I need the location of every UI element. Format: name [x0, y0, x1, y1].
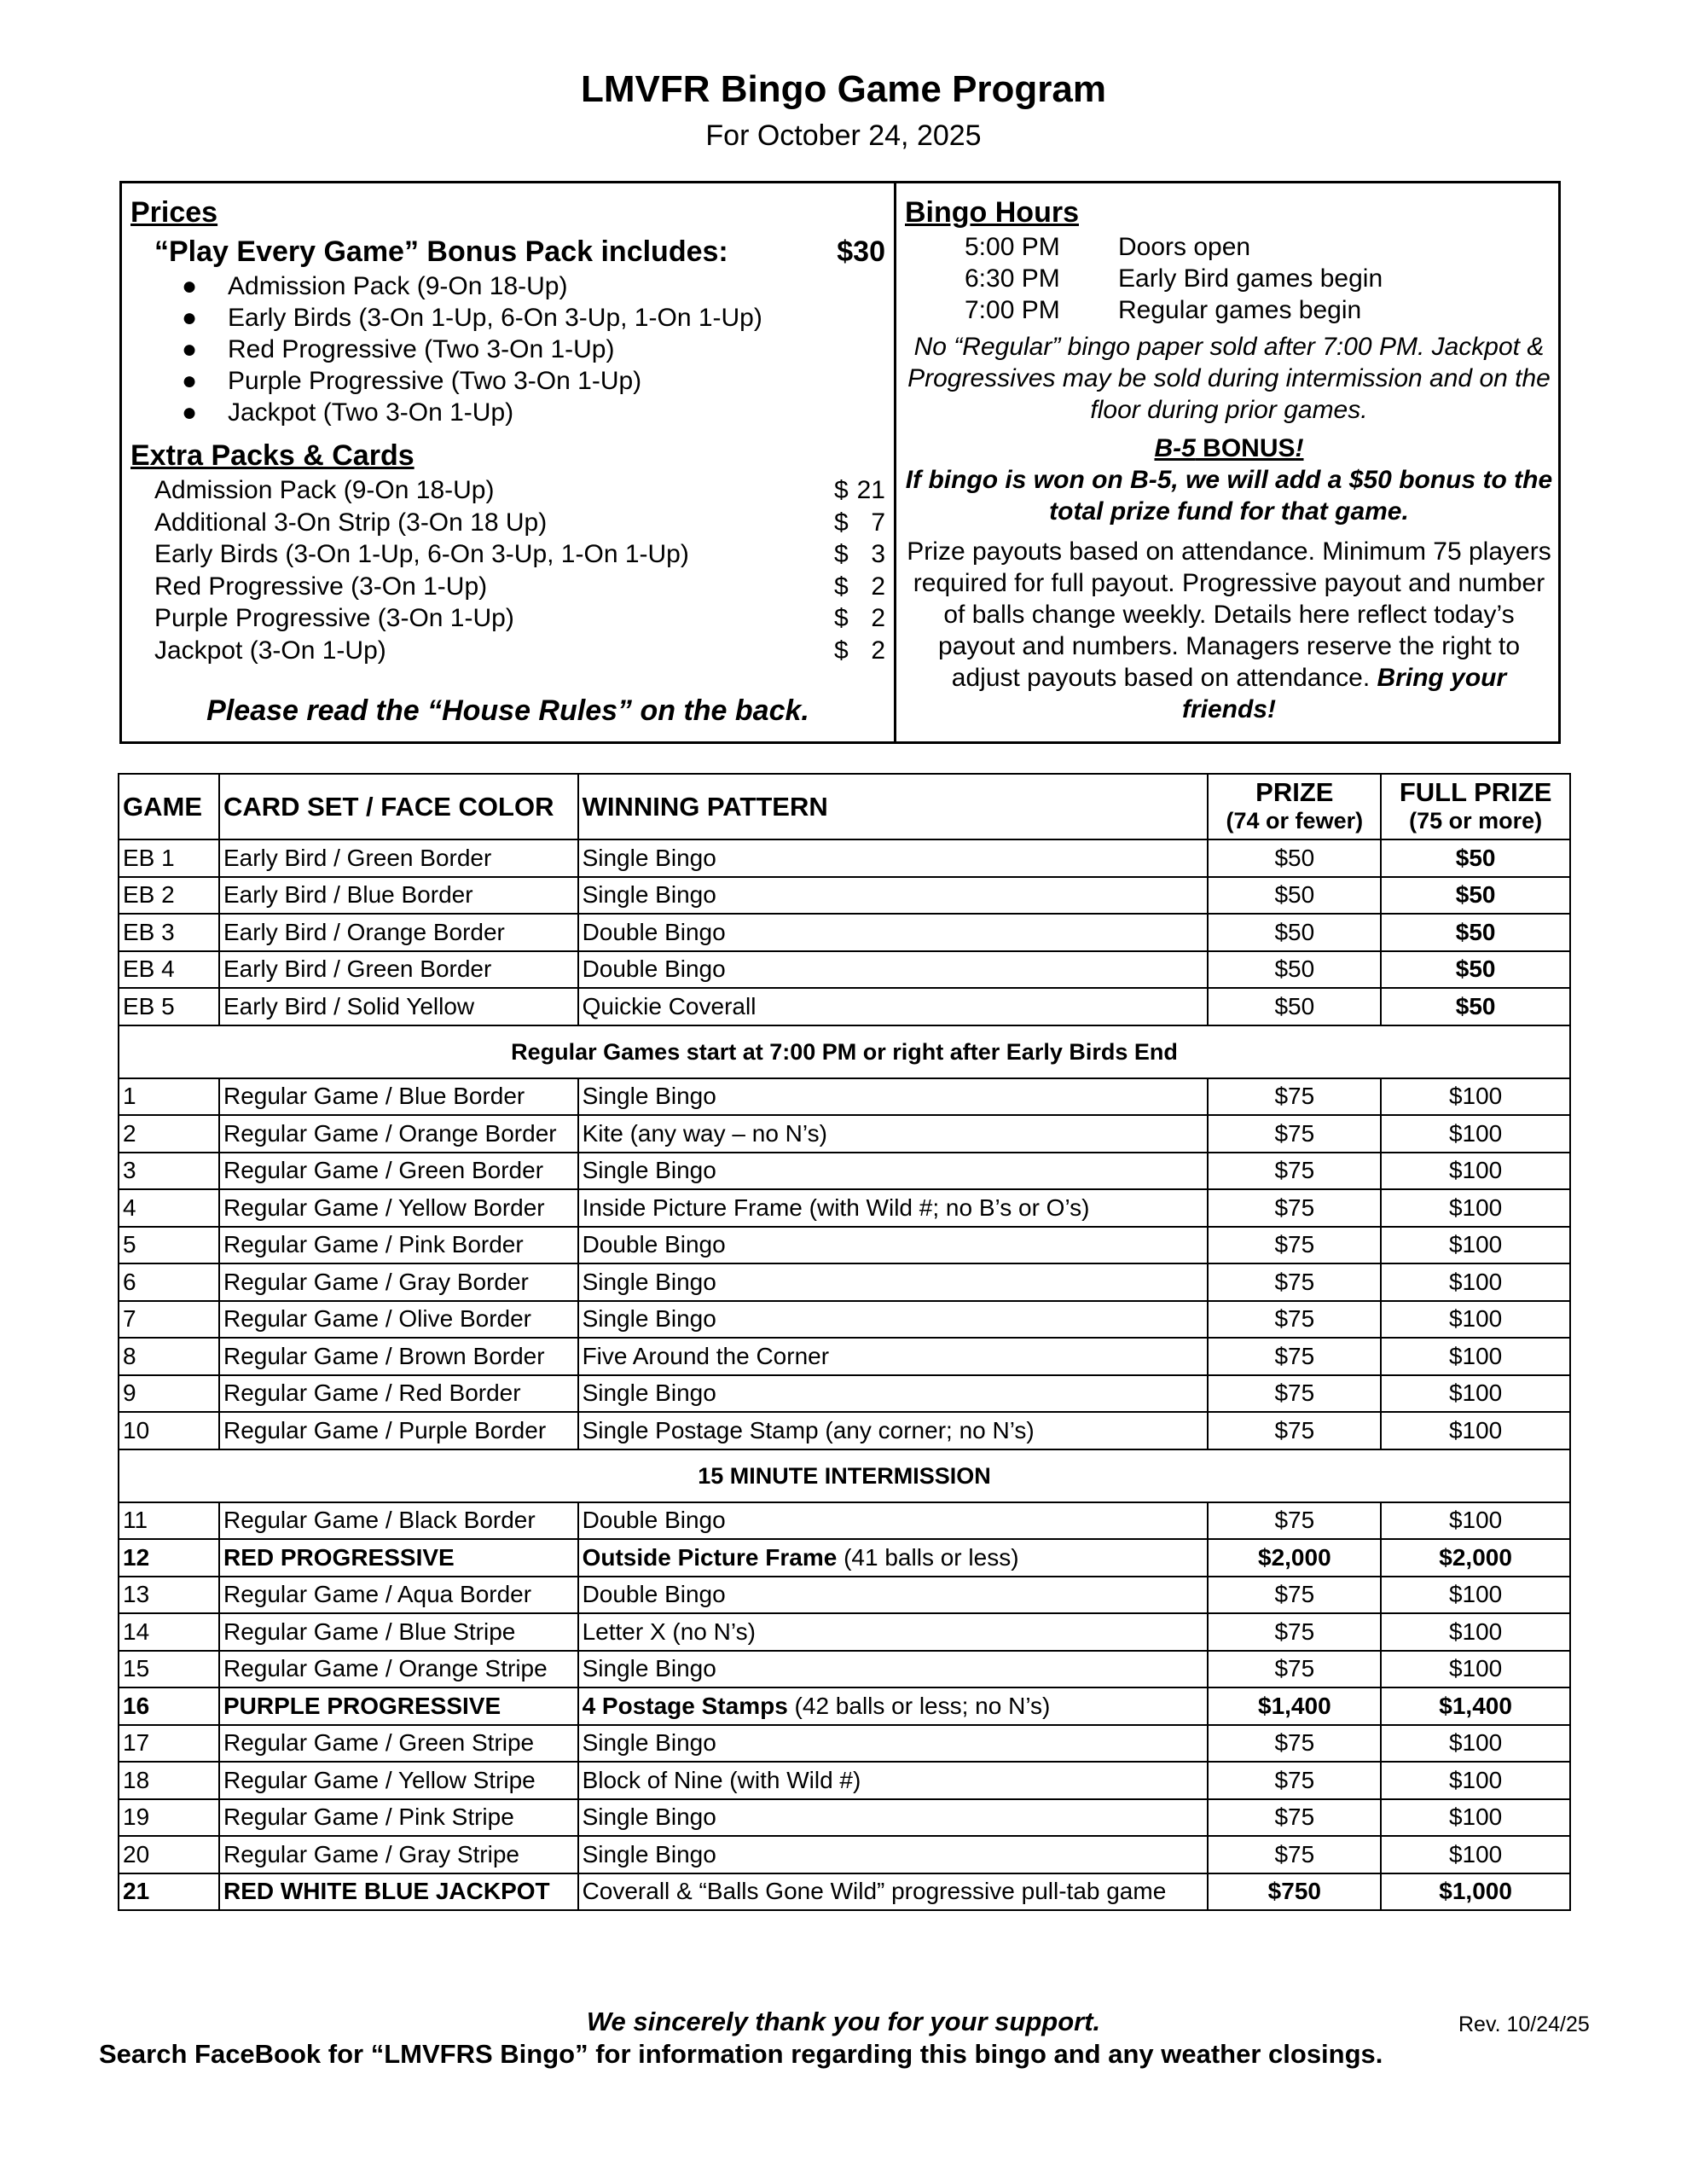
table-row	[119, 1338, 1570, 1375]
full-prize-value: $100	[1381, 1725, 1570, 1763]
full-prize-value: $100	[1381, 1301, 1570, 1339]
game-number: 18	[119, 1762, 219, 1799]
prize-value: $50	[1208, 988, 1381, 1025]
full-prize-value: $100	[1381, 1078, 1570, 1116]
winning-pattern: Kite (any way – no N’s)	[578, 1115, 1209, 1153]
info-box	[119, 181, 1561, 744]
game-number: 17	[119, 1725, 219, 1763]
prize-value: $75	[1208, 1375, 1381, 1413]
table-row	[119, 1189, 1570, 1227]
table-row	[119, 1078, 1570, 1116]
table-header-row	[119, 774, 1570, 839]
b5-bonus-heading: B-5 BONUS!	[1154, 434, 1304, 462]
game-number: 11	[119, 1502, 219, 1540]
full-prize-value: $100	[1381, 1153, 1570, 1190]
prize-value: $75	[1208, 1577, 1381, 1614]
info-divider	[894, 183, 896, 741]
full-prize-value: $50	[1381, 914, 1570, 951]
full-prize-value: $1,000	[1381, 1873, 1570, 1911]
game-number: 12	[119, 1539, 219, 1577]
card-set: Regular Game / Orange Border	[219, 1115, 578, 1153]
full-prize-value: $50	[1381, 951, 1570, 989]
list-item: ● Red Progressive (Two 3-On 1-Up)	[182, 335, 615, 363]
card-set: Regular Game / Purple Border	[219, 1412, 578, 1449]
prize-value: $75	[1208, 1227, 1381, 1264]
winning-pattern: Single Bingo	[578, 1078, 1209, 1116]
winning-pattern: Single Bingo	[578, 1725, 1209, 1763]
table-row	[119, 988, 1570, 1025]
winning-pattern: Single Bingo	[578, 1651, 1209, 1688]
list-item: ● Purple Progressive (Two 3-On 1-Up)	[182, 367, 642, 395]
prices-section	[130, 194, 885, 729]
hours-heading: Bingo Hours	[905, 196, 1079, 229]
hours-section	[905, 194, 1553, 725]
list-item: Jackpot (3-On 1-Up) $ 2	[154, 636, 885, 665]
winning-pattern: Single Bingo	[578, 839, 1209, 877]
table-row	[119, 1687, 1570, 1725]
bring-friends-text: Bring your friends!	[1181, 664, 1507, 723]
col-game-header: GAME	[119, 774, 219, 839]
game-number: 4	[119, 1189, 219, 1227]
page-title: LMVFR Bingo Game Program	[580, 68, 1107, 110]
full-prize-value: $100	[1381, 1799, 1570, 1837]
prize-value: $50	[1208, 914, 1381, 951]
full-prize-value: $100	[1381, 1189, 1570, 1227]
thanks-note: We sincerely thank you for your support.	[586, 2007, 1101, 2036]
full-prize-value: $100	[1381, 1836, 1570, 1873]
full-prize-value: $100	[1381, 1502, 1570, 1540]
winning-pattern: Outside Picture Frame (41 balls or less)	[578, 1539, 1209, 1577]
card-set: Regular Game / Pink Stripe	[219, 1799, 578, 1837]
prize-value: $75	[1208, 1836, 1381, 1873]
winning-pattern: Letter X (no N’s)	[578, 1613, 1209, 1651]
winning-pattern: Single Bingo	[578, 1375, 1209, 1413]
table-row	[119, 1799, 1570, 1837]
table-row	[119, 1873, 1570, 1911]
full-prize-value: $100	[1381, 1577, 1570, 1614]
intermission-band: 15 MINUTE INTERMISSION	[119, 1449, 1570, 1502]
full-prize-value: $1,400	[1381, 1687, 1570, 1725]
prize-value: $2,000	[1208, 1539, 1381, 1577]
winning-pattern: Single Bingo	[578, 1799, 1209, 1837]
winning-pattern: Double Bingo	[578, 914, 1209, 951]
col-prize-header: PRIZE (74 or fewer)	[1208, 774, 1381, 839]
table-row	[119, 1153, 1570, 1190]
payout-note: Prize payouts based on attendance. Minimum 75 players required for full payout. Progressive payout and number of balls change weekly. Details here reflect today’s payout and numbers. Managers reserve the right to adjust payouts based on attendance. Bring your friends!	[907, 537, 1551, 723]
table-row	[119, 1227, 1570, 1264]
card-set: Regular Game / Blue Border	[219, 1078, 578, 1116]
winning-pattern: Double Bingo	[578, 951, 1209, 989]
winning-pattern: Single Bingo	[578, 1836, 1209, 1873]
game-table	[118, 773, 1571, 1911]
full-prize-value: $50	[1381, 988, 1570, 1025]
winning-pattern: Single Bingo	[578, 1153, 1209, 1190]
game-number: 7	[119, 1301, 219, 1339]
card-set: Regular Game / Gray Border	[219, 1263, 578, 1301]
card-set: Regular Game / Gray Stripe	[219, 1836, 578, 1873]
card-set: Regular Game / Pink Border	[219, 1227, 578, 1264]
card-set: RED WHITE BLUE JACKPOT	[219, 1873, 578, 1911]
page-subtitle: For October 24, 2025	[705, 119, 982, 152]
bullet-icon: ●	[182, 304, 198, 332]
list-item: Additional 3-On Strip (3-On 18 Up) $ 7	[154, 508, 885, 537]
card-set: Regular Game / Olive Border	[219, 1301, 578, 1339]
card-set: Regular Game / Black Border	[219, 1502, 578, 1540]
prize-value: $75	[1208, 1762, 1381, 1799]
winning-pattern: Single Bingo	[578, 877, 1209, 915]
full-prize-value: $50	[1381, 839, 1570, 877]
table-row	[119, 1539, 1570, 1577]
prize-value: $75	[1208, 1651, 1381, 1688]
table-row	[119, 1762, 1570, 1799]
prize-value: $50	[1208, 877, 1381, 915]
card-set: Regular Game / Yellow Border	[219, 1189, 578, 1227]
extra-packs-heading: Extra Packs & Cards	[130, 439, 415, 472]
prize-value: $75	[1208, 1613, 1381, 1651]
hours-row: 5:00 PM Doors open	[965, 233, 1251, 261]
card-set: RED PROGRESSIVE	[219, 1539, 578, 1577]
bullet-icon: ●	[182, 398, 198, 427]
list-item: Early Birds (3-On 1-Up, 6-On 3-Up, 1-On 1-Up) $ 3	[154, 540, 885, 568]
table-row	[119, 839, 1570, 877]
prize-value: $1,400	[1208, 1687, 1381, 1725]
card-set: Regular Game / Blue Stripe	[219, 1613, 578, 1651]
prize-value: $75	[1208, 1189, 1381, 1227]
full-prize-value: $100	[1381, 1412, 1570, 1449]
winning-pattern: Inside Picture Frame (with Wild #; no B’s or O’s)	[578, 1189, 1209, 1227]
regular-rows-2	[119, 1502, 1570, 1911]
prize-value: $75	[1208, 1263, 1381, 1301]
winning-pattern: Coverall & “Balls Gone Wild” progressive pull-tab game	[578, 1873, 1209, 1911]
card-set: Regular Game / Yellow Stripe	[219, 1762, 578, 1799]
game-number: 10	[119, 1412, 219, 1449]
extra-packs-list	[130, 474, 885, 666]
full-prize-value: $100	[1381, 1762, 1570, 1799]
game-number: 5	[119, 1227, 219, 1264]
house-rules-note: Please read the “House Rules” on the back.	[206, 694, 809, 727]
regular-start-band: Regular Games start at 7:00 PM or right after Early Birds End	[119, 1025, 1570, 1078]
full-prize-value: $100	[1381, 1613, 1570, 1651]
game-number: EB 1	[119, 839, 219, 877]
table-row	[119, 914, 1570, 951]
winning-pattern: Double Bingo	[578, 1502, 1209, 1540]
b5-bonus-text: If bingo is won on B-5, we will add a $50 bonus to the total prize fund for that game.	[905, 466, 1553, 526]
winning-pattern: Single Bingo	[578, 1301, 1209, 1339]
prize-value: $75	[1208, 1725, 1381, 1763]
list-item: ● Early Birds (3-On 1-Up, 6-On 3-Up, 1-On 1-Up)	[182, 304, 762, 332]
bullet-icon: ●	[182, 272, 198, 300]
game-number: EB 5	[119, 988, 219, 1025]
prize-value: $75	[1208, 1078, 1381, 1116]
list-item: Purple Progressive (3-On 1-Up) $ 2	[154, 604, 885, 632]
card-set: Early Bird / Orange Border	[219, 914, 578, 951]
full-prize-value: $100	[1381, 1115, 1570, 1153]
table-row	[119, 1836, 1570, 1873]
prize-value: $75	[1208, 1115, 1381, 1153]
facebook-note: Search FaceBook for “LMVFRS Bingo” for information regarding this bingo and any weather closings.	[99, 2039, 1383, 2069]
regular-rows-1	[119, 1078, 1570, 1449]
game-number: 19	[119, 1799, 219, 1837]
card-set: PURPLE PROGRESSIVE	[219, 1687, 578, 1725]
full-prize-value: $100	[1381, 1227, 1570, 1264]
winning-pattern: Double Bingo	[578, 1227, 1209, 1264]
bonus-pack-line	[130, 233, 885, 270]
game-number: 1	[119, 1078, 219, 1116]
table-row	[119, 1502, 1570, 1540]
table-row	[119, 1613, 1570, 1651]
game-number: 9	[119, 1375, 219, 1413]
winning-pattern: Five Around the Corner	[578, 1338, 1209, 1375]
prize-value: $50	[1208, 951, 1381, 989]
card-set: Early Bird / Green Border	[219, 839, 578, 877]
full-prize-value: $2,000	[1381, 1539, 1570, 1577]
bonus-pack-label: “Play Every Game” Bonus Pack includes:	[154, 235, 728, 268]
game-number: 13	[119, 1577, 219, 1614]
card-set: Early Bird / Solid Yellow	[219, 988, 578, 1025]
table-row	[119, 1301, 1570, 1339]
game-number: 15	[119, 1651, 219, 1688]
table-row	[119, 951, 1570, 989]
table-row	[119, 1651, 1570, 1688]
bonus-items-list	[130, 270, 885, 428]
prize-value: $75	[1208, 1502, 1381, 1540]
card-set: Regular Game / Green Stripe	[219, 1725, 578, 1763]
full-prize-value: $100	[1381, 1263, 1570, 1301]
card-set: Early Bird / Blue Border	[219, 877, 578, 915]
list-item: ● Admission Pack (9-On 18-Up)	[182, 272, 568, 300]
card-set: Regular Game / Red Border	[219, 1375, 578, 1413]
table-row	[119, 1577, 1570, 1614]
prize-value: $75	[1208, 1412, 1381, 1449]
game-number: 21	[119, 1873, 219, 1911]
table-row	[119, 1725, 1570, 1763]
prize-value: $75	[1208, 1338, 1381, 1375]
game-number: 3	[119, 1153, 219, 1190]
band-intermission	[119, 1449, 1570, 1502]
hours-row: 6:30 PM Early Bird games begin	[965, 264, 1383, 293]
table-row	[119, 1115, 1570, 1153]
early-bird-rows	[119, 839, 1570, 1025]
table-row	[119, 1375, 1570, 1413]
table-row	[119, 1412, 1570, 1449]
col-full-prize-header: FULL PRIZE (75 or more)	[1381, 774, 1570, 839]
bullet-icon: ●	[182, 367, 198, 395]
prize-value: $75	[1208, 1153, 1381, 1190]
card-set: Early Bird / Green Border	[219, 951, 578, 989]
winning-pattern: Single Postage Stamp (any corner; no N’s)	[578, 1412, 1209, 1449]
card-set: Regular Game / Brown Border	[219, 1338, 578, 1375]
game-number: EB 2	[119, 877, 219, 915]
card-set: Regular Game / Orange Stripe	[219, 1651, 578, 1688]
prize-value: $50	[1208, 839, 1381, 877]
card-set: Regular Game / Green Border	[219, 1153, 578, 1190]
full-prize-value: $50	[1381, 877, 1570, 915]
full-prize-value: $100	[1381, 1375, 1570, 1413]
winning-pattern: Single Bingo	[578, 1263, 1209, 1301]
bonus-pack-price: $30	[837, 235, 885, 268]
full-prize-value: $100	[1381, 1338, 1570, 1375]
game-number: 16	[119, 1687, 219, 1725]
winning-pattern: 4 Postage Stamps (42 balls or less; no N’s)	[578, 1687, 1209, 1725]
winning-pattern: Quickie Coverall	[578, 988, 1209, 1025]
game-number: 14	[119, 1613, 219, 1651]
list-item: Red Progressive (3-On 1-Up) $ 2	[154, 572, 885, 601]
prize-value: $75	[1208, 1799, 1381, 1837]
col-card-header: CARD SET / FACE COLOR	[219, 774, 578, 839]
game-number: 20	[119, 1836, 219, 1873]
table-row	[119, 1263, 1570, 1301]
prize-value: $750	[1208, 1873, 1381, 1911]
col-pattern-header: WINNING PATTERN	[578, 774, 1209, 839]
revision-date: Rev. 10/24/25	[1458, 2013, 1590, 2036]
game-number: EB 4	[119, 951, 219, 989]
game-number: EB 3	[119, 914, 219, 951]
table-row	[119, 877, 1570, 915]
prize-value: $75	[1208, 1301, 1381, 1339]
band-regular-start	[119, 1025, 1570, 1078]
game-number: 6	[119, 1263, 219, 1301]
winning-pattern: Double Bingo	[578, 1577, 1209, 1614]
hours-row: 7:00 PM Regular games begin	[965, 296, 1362, 324]
winning-pattern: Block of Nine (with Wild #)	[578, 1762, 1209, 1799]
card-set: Regular Game / Aqua Border	[219, 1577, 578, 1614]
full-prize-value: $100	[1381, 1651, 1570, 1688]
bullet-icon: ●	[182, 335, 198, 363]
prices-heading: Prices	[130, 196, 218, 229]
game-number: 8	[119, 1338, 219, 1375]
game-number: 2	[119, 1115, 219, 1153]
paper-sales-note: No “Regular” bingo paper sold after 7:00 PM. Jackpot & Progressives may be sold during intermission and on the floor during prior games.	[907, 333, 1551, 424]
list-item: ● Jackpot (Two 3-On 1-Up)	[182, 398, 514, 427]
list-item: Admission Pack (9-On 18-Up) $ 21	[154, 476, 885, 504]
